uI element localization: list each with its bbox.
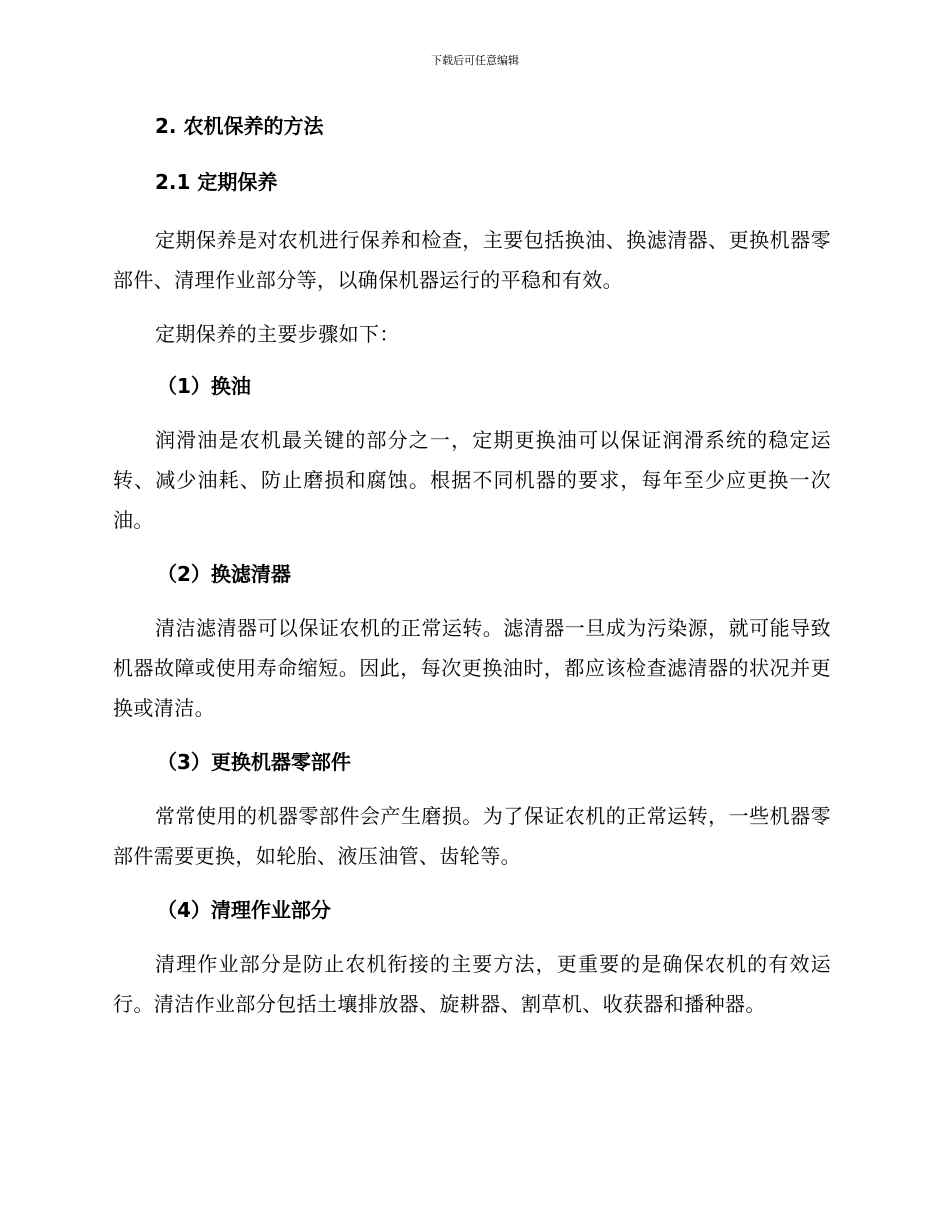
item-body-cleaning: 清理作业部分是防止农机衔接的主要方法，更重要的是确保农机的有效运行。清洁作业部分包括土壤排放器、旋耕器、割草机、收获器和播种器。	[113, 952, 831, 1016]
item-body-parts: 常常使用的机器零部件会产生磨损。为了保证农机的正常运转，一些机器零部件需要更换，如轮胎、液压油管、齿轮等。	[113, 804, 831, 868]
item-heading-cleaning: （4）清理作业部分	[157, 898, 331, 922]
subsection-title: 2.1 定期保养	[155, 170, 278, 194]
item-heading-filter: （2）换滤清器	[157, 562, 291, 586]
section-title: 2. 农机保养的方法	[155, 114, 324, 138]
steps-intro: 定期保养的主要步骤如下：	[155, 322, 400, 346]
item-heading-oil: （1）换油	[157, 374, 251, 398]
item-body-filter: 清洁滤清器可以保证农机的正常运转。滤清器一旦成为污染源，就可能导致机器故障或使用寿命缩短。因此，每次更换油时，都应该检查滤清器的状况并更换或清洁。	[113, 616, 831, 720]
page-header-note: 下载后可任意编辑	[431, 54, 519, 67]
intro-paragraph: 定期保养是对农机进行保养和检查，主要包括换油、换滤清器、更换机器零部件、清理作业部分等，以确保机器运行的平稳和有效。	[113, 228, 831, 292]
item-body-oil: 润滑油是农机最关键的部分之一，定期更换油可以保证润滑系统的稳定运转、减少油耗、防止磨损和腐蚀。根据不同机器的要求，每年至少应更换一次油。	[113, 428, 831, 532]
item-heading-parts: （3）更换机器零部件	[157, 750, 351, 774]
document-body	[113, 108, 831, 1040]
